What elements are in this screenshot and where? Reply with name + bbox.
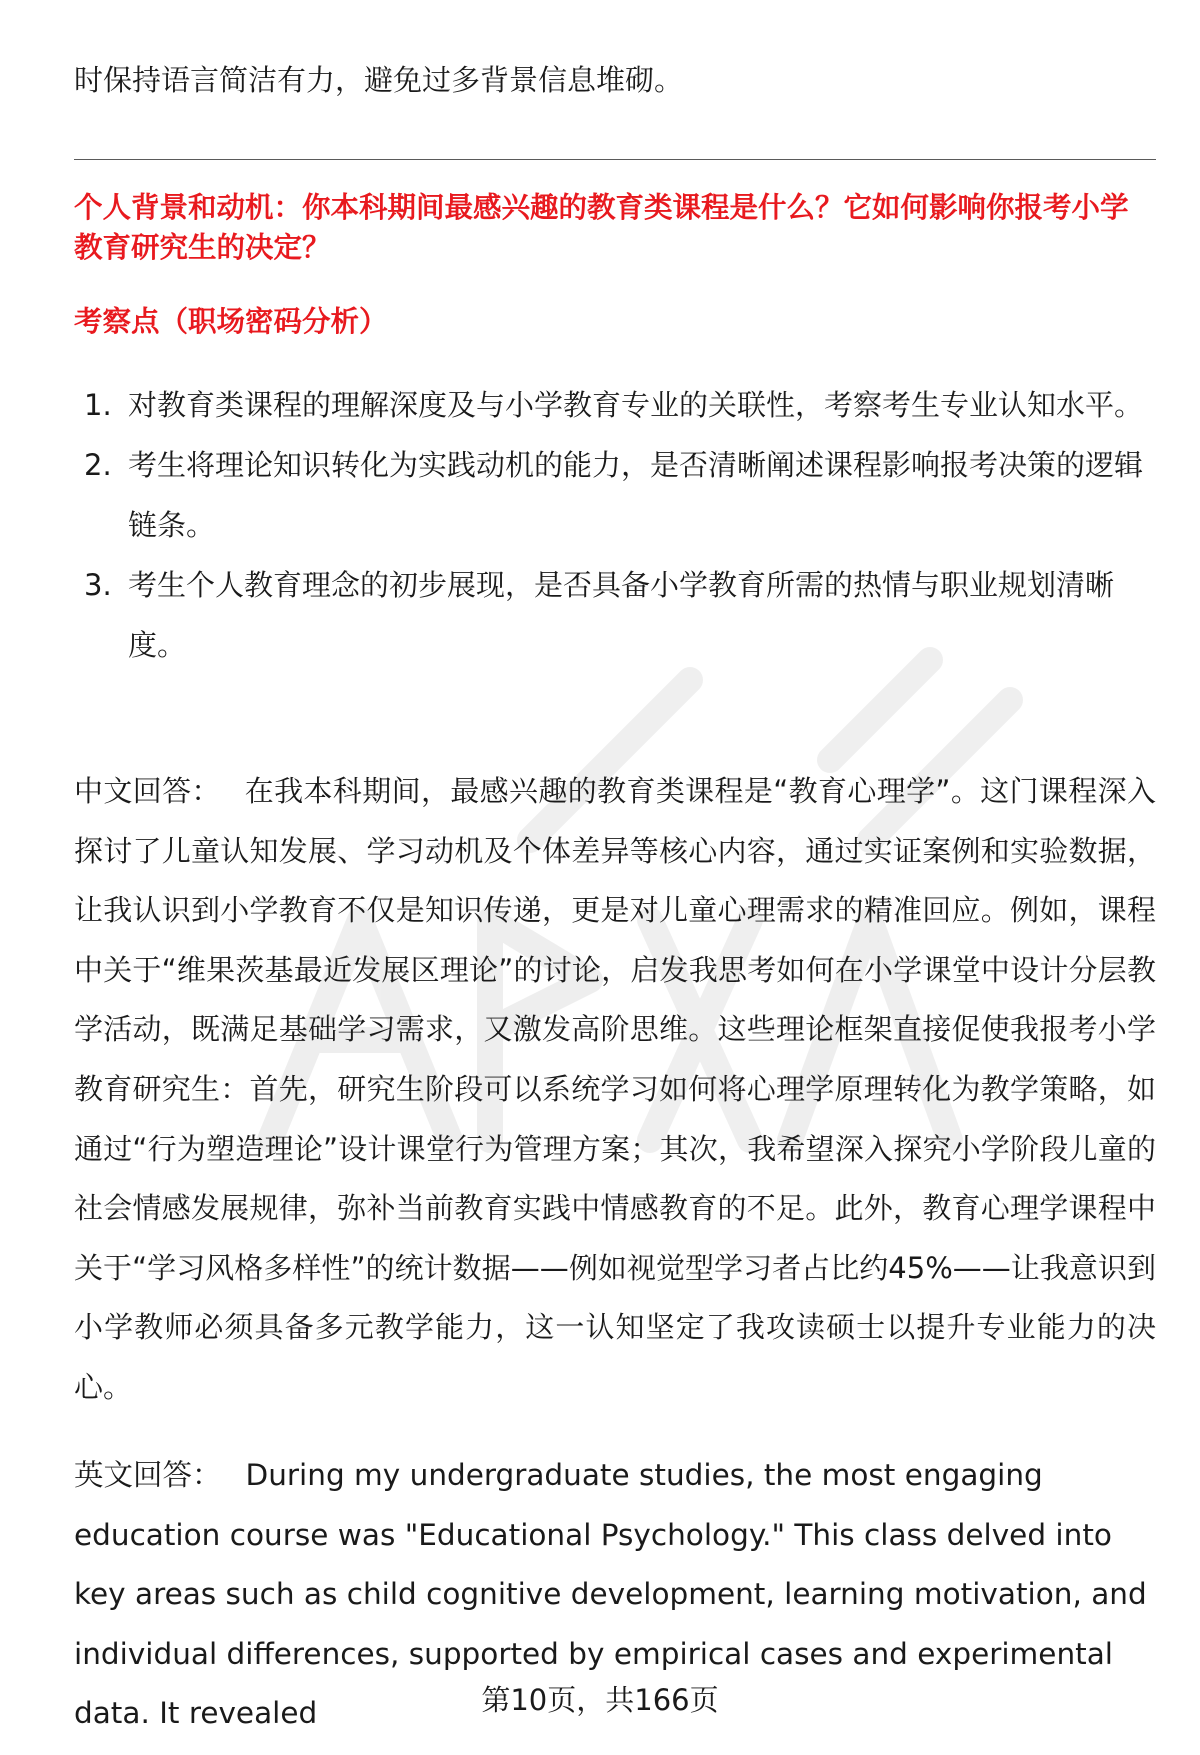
english-answer-text: During my undergraduate studies, the most engaging education course was "Educational Psychology." This class delved into key areas such as child cognitive development, learning motivation, and individual differences, supported by empirical cases and experimental data. It revealed (74, 1458, 1147, 1731)
chinese-answer-label: 中文回答： (74, 774, 221, 808)
chinese-answer-paragraph (74, 762, 1156, 1418)
document-page (74, 0, 1156, 1755)
list-item-text: 考生将理论知识转化为实践动机的能力，是否清晰阐述课程影响报考决策的逻辑链条。 (128, 448, 1144, 542)
list-item-number: 3. (84, 568, 112, 602)
english-answer-label: 英文回答： (74, 1458, 222, 1492)
list-item-number: 1. (84, 388, 112, 422)
list-item (74, 375, 1156, 435)
assessment-points-list (74, 375, 1156, 675)
page-number-footer: 第10页，共166页 (481, 1683, 719, 1717)
list-item (74, 555, 1156, 675)
section-title: 考察点（职场密码分析） (74, 305, 388, 338)
list-item-number: 2. (84, 448, 112, 482)
list-item (74, 435, 1156, 555)
question-heading: 个人背景和动机：你本科期间最感兴趣的教育类课程是什么？它如何影响你报考小学教育研究生的决定？ (74, 191, 1129, 264)
intro-text-tail: 时保持语言简洁有力，避免过多背景信息堆砌。 (74, 63, 684, 97)
chinese-answer-text: 在我本科期间，最感兴趣的教育类课程是“教育心理学”。这门课程深入探讨了儿童认知发展、学习动机及个体差异等核心内容，通过实证案例和实验数据，让我认识到小学教育不仅是知识传递，更是对儿童心理需求的精准回应。例如，课程中关于“维果茨基最近发展区理论”的讨论，启发我思考如何在小学课堂中设计分层教学活动，既满足基础学习需求，又激发高阶思维。这些理论框架直接促使我报考小学教育研究生：首先，研究生阶段可以系统学习如何将心理学原理转化为教学策略，如通过“行为塑造理论”设计课堂行为管理方案；其次，我希望深入探究小学阶段儿童的社会情感发展规律，弥补当前教育实践中情感教育的不足。此外，教育心理学课程中关于“学习风格多样性”的统计数据——例如视觉型学习者占比约45%——让我意识到小学教师必须具备多元教学能力，这一认知坚定了我攻读硕士以提升专业能力的决心。 (74, 774, 1156, 1404)
list-item-text: 对教育类课程的理解深度及与小学教育专业的关联性，考察考生专业认知水平。 (128, 388, 1144, 422)
section-divider (74, 159, 1156, 160)
list-item-text: 考生个人教育理念的初步展现，是否具备小学教育所需的热情与职业规划清晰度。 (128, 568, 1115, 662)
